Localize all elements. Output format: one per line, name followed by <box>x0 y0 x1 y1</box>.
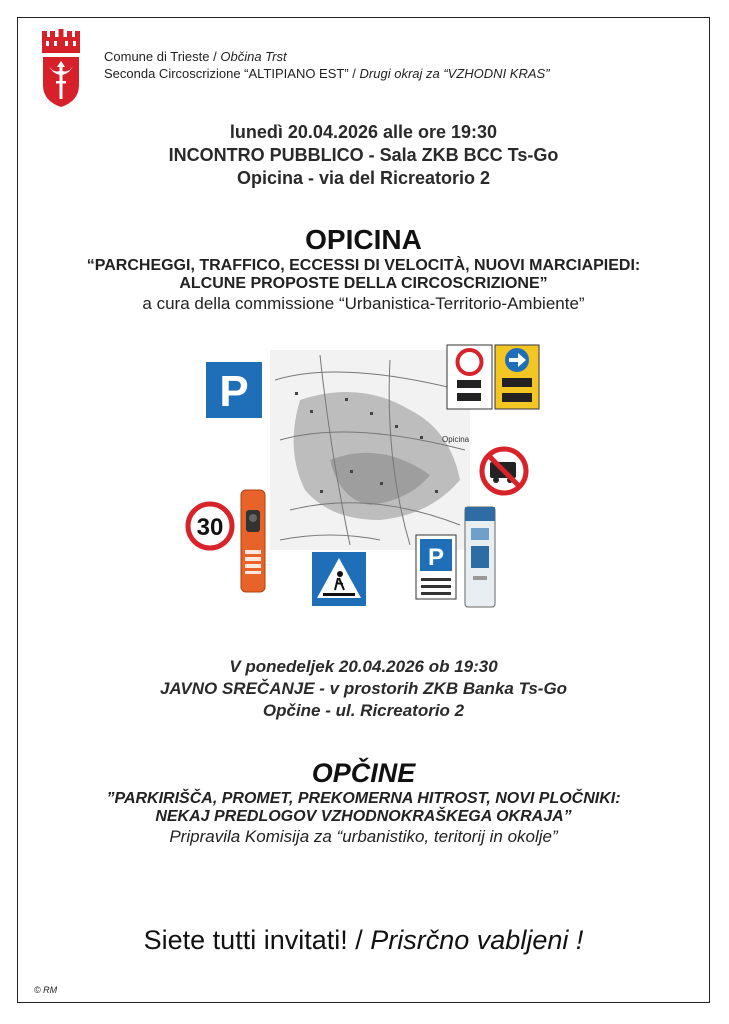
slovenian-subtitle-1: ”PARKIRIŠČA, PROMET, PREKOMERNA HITROST, NOVI PLOČNIKI: <box>106 790 621 807</box>
municipality-sl: Občina Trst <box>220 49 287 64</box>
italian-datetime: lunedì 20.04.2026 alle ore 19:30 <box>229 122 498 142</box>
speed-limit-value: 30 <box>196 514 224 541</box>
slovenian-title-block <box>17 758 710 847</box>
slovenian-credit: Pripravila Komisija za “urbanistiko, teritorij in okolje” <box>169 827 558 846</box>
slovenian-event-info <box>17 656 710 722</box>
italian-location: Opicina - via del Ricreatorio 2 <box>236 168 491 188</box>
italian-event-info <box>17 121 710 190</box>
parking-sign-small <box>416 535 456 599</box>
italian-title-block <box>17 224 710 314</box>
copyright: © RM <box>34 985 58 995</box>
italian-event: INCONTRO PUBBLICO - Sala ZKB BCC Ts-Go <box>168 145 559 165</box>
invitation: Siete tutti invitati! / Prisrčno vabljeni ! <box>143 925 584 955</box>
traffic-signs-collage <box>180 340 550 615</box>
opicina-map <box>270 350 470 550</box>
map-label: Opicina <box>442 435 470 444</box>
header: Comune di Trieste / Občina Trst Seconda Circoscrizione “ALTIPIANO EST” / Drugi okraj za “VZHODNI KRAS” <box>104 49 550 81</box>
district-sl: Drugi okraj za “VZHODNI KRAS” <box>359 66 550 81</box>
slovenian-title: OPČINE <box>311 758 416 788</box>
crosswalk-sign <box>312 552 366 606</box>
slovenian-datetime: V ponedeljek 20.04.2026 ob 19:30 <box>229 657 498 676</box>
slovenian-subtitle-2: NEKAJ PREDLOGOV VZHODNOKRAŠKEGA OKRAJA” <box>155 808 572 825</box>
direction-arrow-sign <box>495 345 539 409</box>
parking-letter: P <box>219 367 249 416</box>
svg-text:P: P <box>427 544 445 571</box>
speed-limit-sign <box>188 504 232 548</box>
italian-subtitle-1: “PARCHEGGI, TRAFFICO, ECCESSI DI VELOCITÀ, NUOVI MARCIAPIEDI: <box>86 257 641 274</box>
no-trucks-sign <box>447 345 492 409</box>
slovenian-location: Opčine - ul. Ricreatorio 2 <box>262 701 465 720</box>
italian-title: OPICINA <box>305 224 422 255</box>
trieste-crest-logo <box>40 27 82 109</box>
district-it: Seconda Circoscrizione “ALTIPIANO EST” <box>104 66 349 81</box>
parking-meter <box>465 507 495 607</box>
italian-credit: a cura della commissione “Urbanistica-Territorio-Ambiente” <box>142 294 585 313</box>
invite-it: Siete tutti invitati! <box>143 925 348 955</box>
speed-camera-column <box>241 490 265 592</box>
parking-sign <box>206 362 262 418</box>
slovenian-event: JAVNO SREČANJE - v prostorih ZKB Banka Ts-Go <box>159 679 568 698</box>
invite-sl: Prisrčno vabljeni ! <box>370 925 584 955</box>
municipality-it: Comune di Trieste <box>104 49 210 64</box>
italian-subtitle-2: ALCUNE PROPOSTE DELLA CIRCOSCRIZIONE” <box>179 275 548 292</box>
no-camper-sign <box>482 449 526 493</box>
